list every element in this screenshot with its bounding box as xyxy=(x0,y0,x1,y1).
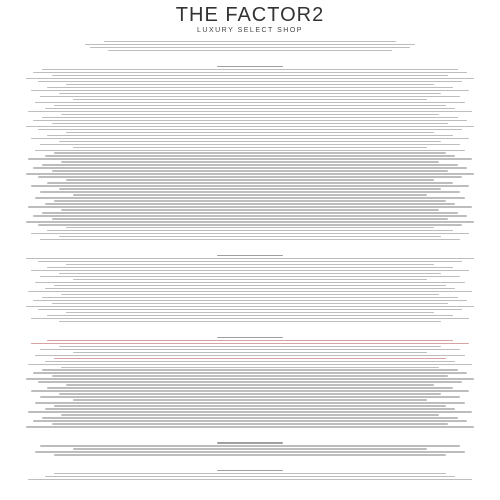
section-text-line xyxy=(66,132,434,133)
section-text-line xyxy=(42,164,457,165)
section-text-line xyxy=(52,170,448,171)
section-text-line xyxy=(31,270,470,271)
section-text-line xyxy=(31,138,470,139)
section-text-line xyxy=(28,364,472,365)
section-text-line xyxy=(52,375,448,376)
section-heading xyxy=(14,247,486,253)
section-text-line xyxy=(47,387,453,388)
notice-sections xyxy=(14,58,486,480)
section-text-line xyxy=(35,402,465,403)
section-text-line xyxy=(26,78,474,79)
section-text-line xyxy=(28,158,472,159)
section-text-line xyxy=(35,282,465,283)
section-text-line xyxy=(26,306,474,307)
section-text-line xyxy=(54,405,446,406)
section-text-line xyxy=(26,258,474,259)
section-heading-bar xyxy=(217,337,283,338)
section-text-line xyxy=(47,267,453,268)
section-text-line xyxy=(45,476,456,477)
section-text-line xyxy=(31,233,470,234)
section-text-line xyxy=(52,123,448,124)
section-text-line xyxy=(54,152,446,153)
section-text-line xyxy=(38,129,463,130)
section-text-line xyxy=(42,297,457,298)
section-text-line xyxy=(26,221,474,222)
intro-block xyxy=(14,41,486,51)
section-text-line xyxy=(54,105,446,106)
section-text-line xyxy=(33,72,467,73)
section-text-line xyxy=(33,215,467,216)
section-text-line xyxy=(35,102,465,103)
section-text-line xyxy=(47,87,453,88)
section-text-line xyxy=(61,161,439,162)
section-text-line xyxy=(52,303,448,304)
section-text-line xyxy=(66,227,434,228)
section-text-line xyxy=(66,264,434,265)
section-heading-bar xyxy=(217,66,283,67)
section-text-line xyxy=(28,206,472,207)
notice-section xyxy=(14,329,486,428)
section-heading xyxy=(14,329,486,335)
section-text-line xyxy=(28,111,472,112)
section-text-line xyxy=(45,155,456,156)
section-text-line xyxy=(66,179,434,180)
section-text-line xyxy=(47,135,453,136)
section-text-line xyxy=(40,349,460,350)
section-text-line xyxy=(73,279,427,280)
section-text-line xyxy=(73,352,427,353)
section-heading xyxy=(14,435,486,441)
section-heading-bar xyxy=(217,255,283,256)
section-text-line xyxy=(33,300,467,301)
section-text-line xyxy=(33,120,467,121)
section-text-line xyxy=(40,144,460,145)
section-text-line xyxy=(38,81,463,82)
section-text-line xyxy=(59,236,441,237)
section-text-line xyxy=(26,426,474,427)
section-text-line xyxy=(73,99,427,100)
section-text-line xyxy=(38,224,463,225)
section-text-line xyxy=(40,445,460,446)
section-text-line xyxy=(40,96,460,97)
section-text-line xyxy=(28,291,472,292)
notice-section xyxy=(14,58,486,240)
section-text-line xyxy=(59,188,441,189)
section-text-line xyxy=(31,390,470,391)
section-text-line xyxy=(42,69,457,70)
brand-subtitle: LUXURY SELECT SHOP xyxy=(197,27,303,34)
section-text-line xyxy=(54,358,446,359)
section-text-line xyxy=(42,117,457,118)
section-text-line xyxy=(38,309,463,310)
section-text-line xyxy=(40,396,460,397)
section-text-line xyxy=(59,141,441,142)
section-heading xyxy=(14,463,486,469)
section-heading xyxy=(14,58,486,64)
section-text-line xyxy=(31,90,470,91)
section-text-line xyxy=(45,288,456,289)
section-text-line xyxy=(61,294,439,295)
section-text-line xyxy=(33,420,467,421)
section-text-line xyxy=(40,276,460,277)
section-text-line xyxy=(59,273,441,274)
section-text-line xyxy=(54,285,446,286)
section-text-line xyxy=(35,150,465,151)
section-text-line xyxy=(47,340,453,341)
section-text-line xyxy=(28,411,472,412)
section-heading-bar xyxy=(217,470,283,471)
section-text-line xyxy=(47,182,453,183)
notice-section xyxy=(14,247,486,322)
section-text-line xyxy=(38,381,463,382)
section-text-line xyxy=(26,173,474,174)
brand-title: THE FACTOR2 xyxy=(175,4,325,26)
section-text-line xyxy=(61,209,439,210)
section-text-line xyxy=(38,261,463,262)
section-text-line xyxy=(28,479,472,480)
notice-section xyxy=(14,435,486,456)
section-text-line xyxy=(45,108,456,109)
section-text-line xyxy=(26,378,474,379)
section-text-line xyxy=(33,167,467,168)
section-text-line xyxy=(35,197,465,198)
section-text-line xyxy=(61,114,439,115)
intro-line xyxy=(85,44,415,45)
section-text-line xyxy=(45,203,456,204)
section-heading-bar xyxy=(217,442,283,443)
section-text-line xyxy=(40,239,460,240)
section-text-line xyxy=(66,312,434,313)
section-text-line xyxy=(35,451,465,452)
section-text-line xyxy=(31,318,470,319)
section-text-line xyxy=(40,191,460,192)
section-text-line xyxy=(54,473,446,474)
section-text-line xyxy=(31,185,470,186)
section-text-line xyxy=(33,372,467,373)
intro-line xyxy=(104,41,397,42)
section-text-line xyxy=(59,393,441,394)
section-text-line xyxy=(52,75,448,76)
section-text-line xyxy=(31,343,470,344)
section-text-line xyxy=(47,315,453,316)
section-text-line xyxy=(59,346,441,347)
section-text-line xyxy=(47,230,453,231)
section-text-line xyxy=(54,200,446,201)
section-text-line xyxy=(26,126,474,127)
section-text-line xyxy=(61,414,439,415)
section-text-line xyxy=(73,448,427,449)
section-text-line xyxy=(54,454,446,455)
notice-section xyxy=(14,463,486,481)
intro-line xyxy=(108,50,391,51)
section-text-line xyxy=(35,355,465,356)
section-text-line xyxy=(52,423,448,424)
section-text-line xyxy=(42,417,457,418)
section-text-line xyxy=(42,369,457,370)
section-text-line xyxy=(45,408,456,409)
section-text-line xyxy=(61,367,439,368)
section-text-line xyxy=(59,321,441,322)
section-text-line xyxy=(66,84,434,85)
section-text-line xyxy=(42,212,457,213)
section-text-line xyxy=(59,93,441,94)
intro-line xyxy=(90,47,411,48)
brand-header xyxy=(14,0,486,35)
section-text-line xyxy=(73,194,427,195)
section-text-line xyxy=(73,399,427,400)
section-text-line xyxy=(45,361,456,362)
section-text-line xyxy=(52,218,448,219)
section-text-line xyxy=(73,147,427,148)
section-text-line xyxy=(38,176,463,177)
section-text-line xyxy=(66,384,434,385)
